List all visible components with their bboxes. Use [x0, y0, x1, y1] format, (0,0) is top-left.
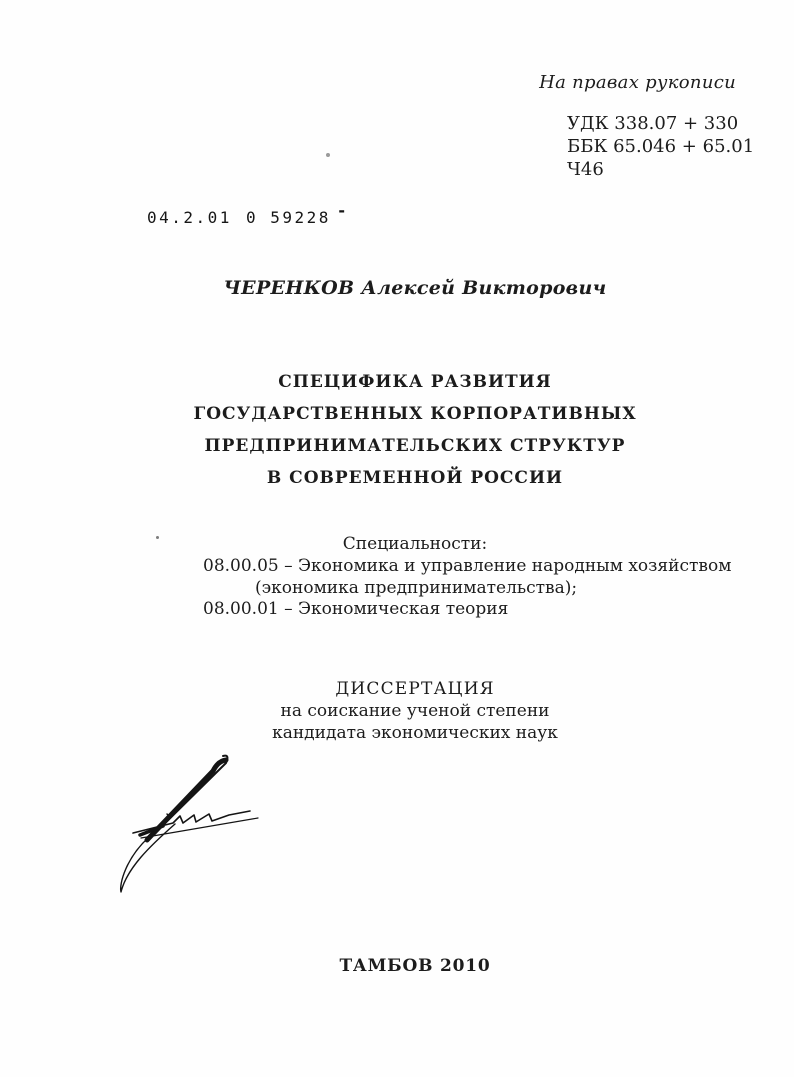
degree-line: кандидата экономических наук [272, 723, 558, 743]
scan-speck [326, 153, 330, 157]
specialty-item-continuation: (экономика предпринимательства); [255, 577, 578, 598]
author-sign-code: Ч46 [567, 159, 604, 180]
bbk-code: ББК 65.046 + 65.01 [567, 136, 755, 157]
classification-codes [567, 112, 754, 181]
specialties-list [203, 556, 731, 621]
city-year-imprint: ТАМБОВ 2010 [339, 956, 491, 976]
degree-line: на соискание ученой степени [280, 701, 550, 721]
stamp-dash-mark: - [336, 201, 350, 220]
scan-speck [156, 536, 159, 539]
dissertation-label: ДИССЕРТАЦИЯ [335, 679, 495, 699]
title-line: ГОСУДАРСТВЕННЫХ КОРПОРАТИВНЫХ [193, 404, 637, 424]
author-name: ЧЕРЕНКОВ Алексей Викторович [223, 277, 607, 299]
specialty-item: 08.00.05 – Экономика и управление народным хозяйством [203, 556, 732, 576]
specialty-item: 08.00.01 – Экономическая теория [203, 599, 509, 619]
manuscript-rights-note: На правах рукописи [539, 72, 736, 93]
title-line: ПРЕДПРИНИМАТЕЛЬСКИХ СТРУКТУР [204, 436, 626, 456]
stamp-number: 0 59228 [245, 208, 331, 227]
title-line: СПЕЦИФИКА РАЗВИТИЯ [278, 372, 552, 392]
udk-code: УДК 338.07 + 330 [567, 113, 739, 134]
degree-statement [36, 678, 794, 744]
title-line: В СОВРЕМЕННОЙ РОССИИ [266, 468, 564, 488]
stamp-prefix: 04.2.01 [147, 208, 232, 227]
signature-scribble-icon [95, 752, 310, 902]
dissertation-title [36, 366, 794, 494]
specialties-heading: Специальности: [342, 534, 488, 554]
library-accession-stamp [147, 201, 350, 227]
